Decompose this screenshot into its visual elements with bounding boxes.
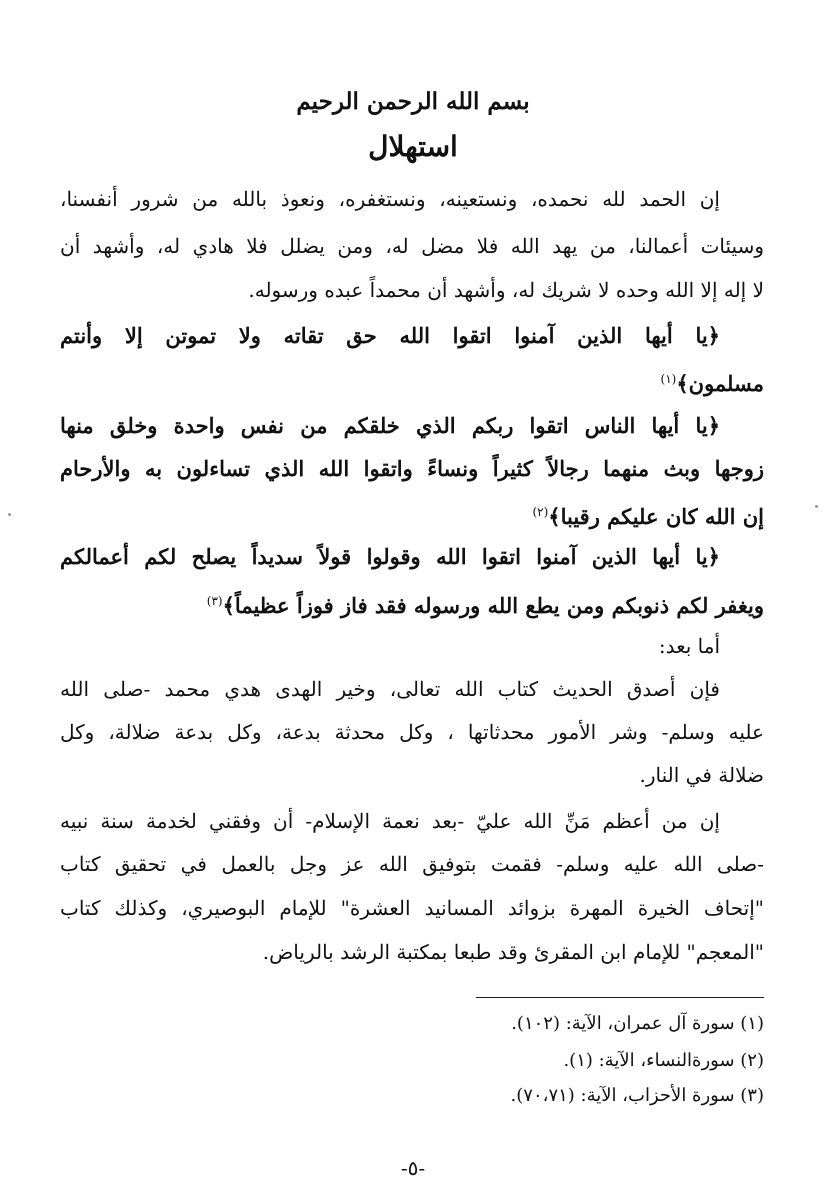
body-line-text: لا إله إلا الله وحده لا شريك له، وأشهد أن محمداً عبده ورسوله. <box>248 278 764 302</box>
body-line-text: ﴿يا أيها الذين آمنوا اتقوا الله وقولوا قولاً سديداً يصلح لكم أعمالكم <box>60 544 720 569</box>
body-line <box>60 231 764 261</box>
footnote-reference: (٣) <box>206 594 223 608</box>
body-line-text: ﴿يا أيها الذين آمنوا اتقوا الله حق تقاته ولا تموتن إلا وأنتم <box>60 323 720 348</box>
page-title: استهلال <box>368 130 458 163</box>
body-line-text: فإن أصدق الحديث كتاب الله تعالى، وخير الهدى هدي محمد -صلى الله <box>60 677 720 701</box>
body-line-text: "المعجم" للإمام ابن المقرئ وقد طبعا بمكتبة الرشد بالرياض. <box>262 940 764 964</box>
body-line <box>60 497 764 532</box>
footnote-reference: (٢) <box>532 505 549 519</box>
footnote-separator <box>476 997 764 998</box>
body-line-text: زوجها وبث منهما رجالاً كثيراً ونساءً واتقوا الله الذي تساءلون به والأرحام <box>60 456 764 481</box>
body-line <box>60 806 764 836</box>
body-line <box>60 321 764 351</box>
body-line <box>60 542 764 572</box>
body-line <box>60 760 764 790</box>
body-line-text: -صلى الله عليه وسلم- فقمت بتوفيق الله عز وجل بالعمل في تحقيق كتاب <box>60 852 764 876</box>
body-line-text: عليه وسلم- وشر الأمور محدثاتها ، وكل محدثة بدعة، وكل بدعة ضلالة، وكل <box>60 720 764 744</box>
footnote-item: (١) سورة آل عمران، الآية: (١٠٢). <box>511 1013 764 1034</box>
page-number: -٥- <box>400 1156 426 1180</box>
body-line-text: "إتحاف الخيرة المهرة بزوائد المسانيد العشرة" للإمام البوصيري، وكذلك كتاب <box>60 896 764 920</box>
body-line-text: مسلمون﴾ <box>676 371 764 396</box>
body-line-text: ويغفر لكم ذنوبكم ومن يطع الله ورسوله فقد فاز فوزاً عظيماً﴾ <box>222 593 764 618</box>
footnote-item: (٢) سورةالنساء، الآية: (١). <box>563 1050 764 1071</box>
body-line-text: إن من أعظم مَنِّ الله عليّ -بعد نعمة الإسلام- أن وفقني لخدمة سنة نبيه <box>60 809 720 833</box>
body-line <box>60 275 764 305</box>
body-line-text: وسيئات أعمالنا، من يهد الله فلا مضل له، ومن يضلل فلا هادي له، وأشهد أن <box>60 234 764 258</box>
body-line <box>60 586 764 621</box>
body-line <box>60 717 764 747</box>
body-line-text: إن الله كان عليكم رقيبا﴾ <box>548 504 764 529</box>
body-line <box>60 937 764 967</box>
margin-mark <box>8 513 11 516</box>
body-line <box>60 631 764 661</box>
body-line <box>60 184 764 214</box>
basmala-heading: بسم الله الرحمن الرحيم <box>296 88 530 115</box>
body-line <box>60 893 764 923</box>
body-line <box>60 454 764 484</box>
body-line-text: ﴿يا أيها الناس اتقوا ربكم الذي خلقكم من نفس واحدة وخلق منها <box>60 413 720 438</box>
body-line <box>60 411 764 441</box>
footnote-reference: (١) <box>660 372 677 386</box>
margin-mark <box>815 505 818 508</box>
body-line-text: إن الحمد لله نحمده، ونستعينه، ونستغفره، ونعوذ بالله من شرور أنفسنا، <box>60 187 720 211</box>
body-line-text: أما بعد: <box>658 634 720 658</box>
body-line-text: ضلالة في النار. <box>639 763 764 787</box>
footnote-item: (٣) سورة الأحزاب، الآية: (٧٠،٧١). <box>510 1085 764 1106</box>
body-line <box>60 849 764 879</box>
body-line <box>60 674 764 704</box>
body-line <box>60 364 764 399</box>
